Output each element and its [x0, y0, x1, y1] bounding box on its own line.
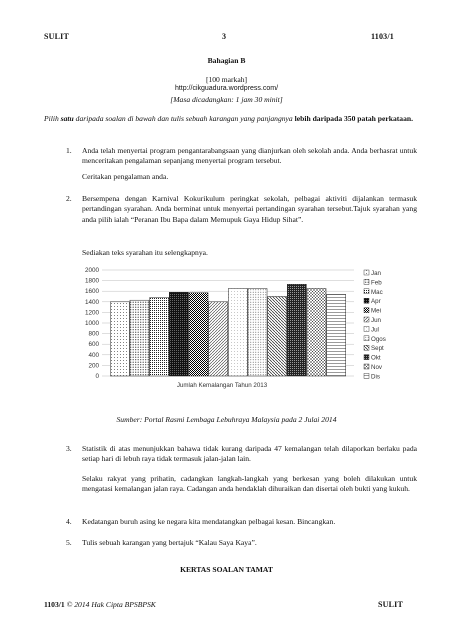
- bar-feb: [130, 300, 149, 376]
- legend-swatch: [364, 364, 369, 369]
- header-right: 1103/1: [371, 32, 394, 41]
- instruction-part1: Pilih: [44, 114, 59, 123]
- y-tick-label: 600: [88, 341, 99, 349]
- footer-copyright: 1103/1 © 2014 Hak Cipta BPSBPSK: [44, 600, 156, 609]
- legend-swatch: [364, 298, 369, 303]
- website-link[interactable]: http://cikguadura.wordpress.com/: [174, 85, 279, 92]
- legend-swatch: [364, 373, 369, 378]
- bar-jan: [110, 302, 129, 376]
- legend-label: Ogos: [371, 335, 386, 343]
- chart-source: Sumber: Portal Rasmi Lembaga Lebuhraya Malaysia pada 2 Julai 2014: [116, 415, 337, 424]
- question-2-text: Bersempena dengan Karnival Kokurikulum peringkat sekolah, pelbagai aktiviti dijalankan termasuk pertandingan syarahan. Anda berminat untuk menyertai pertandingan syarahan tersebut.Tajuk syarahan yang anda pilih ialah “Peranan Ibu Bapa dalam Memupuk Gaya Hidup Sihat”.: [82, 194, 417, 224]
- legend-swatch: [364, 345, 369, 350]
- question-4-number: 4.: [66, 517, 72, 526]
- legend-label: Sept: [371, 345, 384, 353]
- y-tick-label: 1000: [84, 320, 99, 327]
- legend-swatch: [364, 326, 369, 331]
- header-left: SULIT: [44, 32, 70, 41]
- legend-swatch: [364, 317, 369, 322]
- bar-apr: [169, 292, 188, 376]
- y-tick-label: 1600: [84, 288, 99, 296]
- suggested-time: [Masa dicadangkan: 1 jam 30 minit]: [170, 95, 283, 104]
- question-2-number: 2.: [66, 194, 72, 203]
- bar-mac: [150, 298, 169, 376]
- legend-label: Mei: [371, 307, 381, 315]
- bar-sept: [268, 297, 287, 377]
- legend-swatch: [364, 289, 369, 294]
- chart-svg: [62, 266, 402, 392]
- header-page-number: 3: [222, 32, 227, 41]
- question-1-text: Anda telah menyertai program pengantarabangsaan yang dianjurkan oleh sekolah anda. Anda berhasrat untuk menceritakan pengalaman sepanjang menyertai program tersebut.: [82, 146, 417, 166]
- y-tick-label: 1800: [84, 277, 99, 285]
- question-1-sub: Ceritakan pengalaman anda.: [82, 172, 169, 181]
- question-2-sub: Sediakan teks syarahan itu selengkapnya.: [82, 248, 208, 257]
- y-tick-label: 2000: [84, 267, 99, 274]
- chart-x-axis-label: Jumlah Kemalangan Tahun 2013: [176, 382, 268, 389]
- legend-label: Jan: [371, 270, 381, 277]
- legend-label: Nov: [371, 364, 383, 371]
- chart-y-axis: [85, 267, 100, 380]
- legend-swatch: [364, 355, 369, 360]
- question-3-number: 3.: [66, 444, 72, 453]
- section-marks: [100 markah]: [205, 75, 248, 84]
- footer-left: [44, 600, 156, 609]
- bar-dis: [327, 294, 346, 376]
- bar-jul: [228, 289, 247, 376]
- section-title: Bahagian B: [207, 56, 246, 65]
- legend-label: Okt: [371, 354, 381, 362]
- instruction: [44, 114, 417, 124]
- footer-right: SULIT: [378, 600, 404, 609]
- bar-nov: [307, 289, 326, 376]
- legend-swatch: [364, 279, 369, 284]
- bar-jun: [209, 302, 228, 376]
- y-tick-label: 800: [88, 330, 99, 338]
- legend-label: Jul: [371, 326, 379, 334]
- end-of-paper: KERTAS SOALAN TAMAT: [180, 565, 273, 574]
- legend-label: Dis: [371, 373, 380, 381]
- y-tick-label: 1400: [84, 298, 99, 306]
- question-5-number: 5.: [66, 538, 72, 547]
- chart-bars: [110, 284, 345, 376]
- question-4-text: Kedatangan buruh asing ke negara kita mendatangkan pelbagai kesan. Bincangkan.: [82, 517, 336, 526]
- legend-label: Jun: [371, 317, 381, 324]
- instruction-bold2: lebih daripada 350 patah perkataan.: [294, 114, 414, 123]
- instruction-bold1: satu: [60, 114, 74, 123]
- bar-mei: [189, 293, 208, 376]
- bar-ogos: [248, 289, 267, 376]
- legend-label: Mac: [371, 288, 383, 296]
- y-tick-label: 400: [88, 351, 99, 359]
- bar-okt: [287, 284, 306, 376]
- legend-swatch: [364, 336, 369, 341]
- chart-legend: [364, 270, 386, 380]
- instruction-part2: daripada soalan di bawah dan tulis sebuah karangan yang panjangnya: [75, 114, 293, 123]
- question-1-number: 1.: [66, 146, 72, 155]
- accident-chart: [62, 266, 402, 392]
- legend-swatch: [364, 308, 369, 313]
- legend-swatch: [364, 270, 369, 275]
- question-3-text: Statistik di atas menunjukkan bahawa tidak kurang daripada 47 kemalangan telah dilaporkan berlaku pada setiap hari di lebuh raya tidak termasuk jalan-jalan lain.: [82, 444, 417, 464]
- y-tick-label: 0: [95, 373, 99, 380]
- y-tick-label: 200: [88, 362, 99, 370]
- y-tick-label: 1200: [84, 309, 99, 317]
- question-3-sub: Selaku rakyat yang prihatin, cadangkan langkah-langkah yang berkesan yang boleh dilakukan untuk mengatasi kemalangan jalan raya. Cadangan anda hendaklah dihuraikan dan disertai oleh bukti yang kukuh.: [82, 474, 417, 494]
- question-5-text: Tulis sebuah karangan yang bertajuk “Kalau Saya Kaya”.: [82, 538, 257, 547]
- legend-label: Apr: [371, 298, 381, 306]
- legend-label: Feb: [371, 279, 382, 287]
